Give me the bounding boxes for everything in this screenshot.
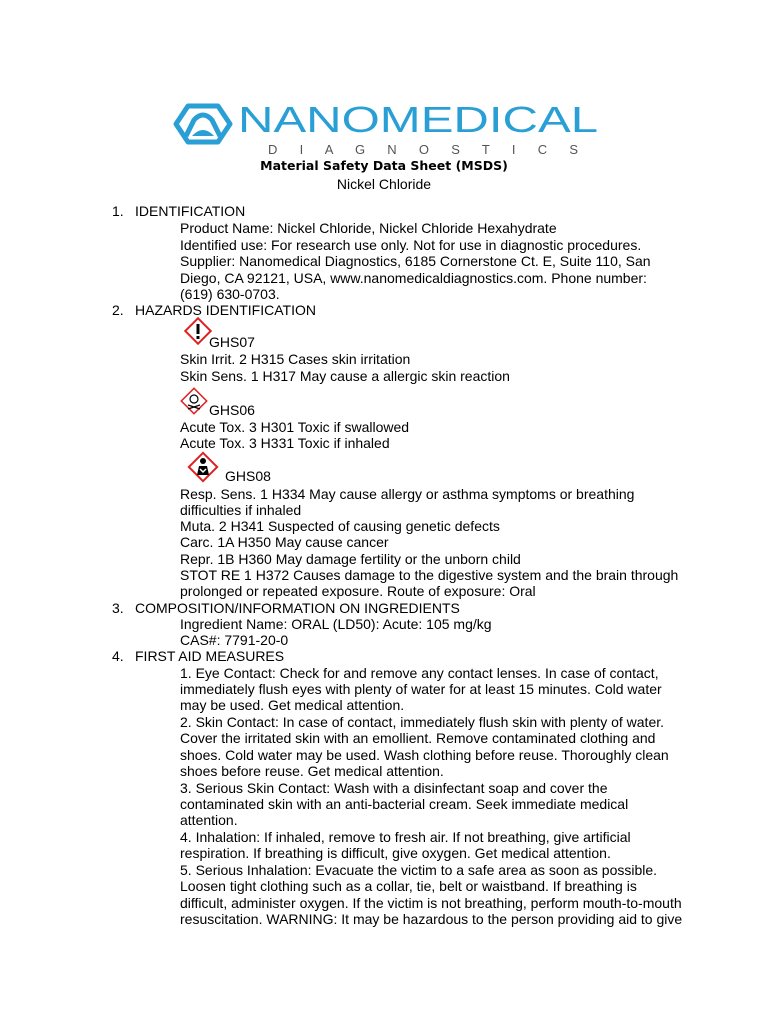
ghs-code: GHS06 [209,402,255,418]
hazard-statement: Resp. Sens. 1 H334 May cause allergy or asthma symptoms or breathing [180,486,635,502]
section-number: 2. [112,302,124,318]
logo-wordmark: NANOMEDICAL [238,99,598,140]
first-aid-line: difficult, administer oxygen. If the victim is not breathing, perform mouth-to-mouth [180,895,682,911]
hazard-statement: Acute Tox. 3 H331 Toxic if inhaled [180,435,390,451]
health-hazard-icon [185,449,221,485]
document-subtitle: Nickel Chloride [336,176,432,192]
skull-crossbones-icon [179,386,209,416]
first-aid-line: shoes before reuse. Get medical attention. [180,763,444,779]
logo-subtitle: D I A G N O S T I C S [268,142,578,157]
first-aid-line: immediately flush eyes with plenty of water for at least 15 minutes. Cold water [180,681,662,697]
section-number: 3. [112,600,124,616]
first-aid-line: 3. Serious Skin Contact: Wash with a disinfectant soap and cover the [180,780,608,796]
composition-line: Ingredient Name: ORAL (LD50): Acute: 105 mg/kg [180,616,492,632]
identification-line: Identified use: For research use only. Not for use in diagnostic procedures. [180,237,642,253]
hazard-statement: Muta. 2 H341 Suspected of causing genetic defects [180,518,500,534]
composition-line: CAS#: 7791-20-0 [180,632,289,648]
first-aid-line: 4. Inhalation: If inhaled, remove to fresh air. If not breathing, give artificial [180,829,631,845]
first-aid-line: 1. Eye Contact: Check for and remove any contact lenses. In case of contact, [180,665,659,681]
hazard-statement: Acute Tox. 3 H301 Toxic if swallowed [180,419,410,435]
section-title: IDENTIFICATION [135,203,246,219]
first-aid-line: respiration. If breathing is difficult, give oxygen. Get medical attention. [180,845,611,861]
first-aid-line: may be used. Get medical attention. [180,697,405,713]
identification-line: Supplier: Nanomedical Diagnostics, 6185 Cornerstone Ct. E, Suite 110, San [180,253,651,269]
ghs-code: GHS08 [225,468,271,484]
hazard-statement: Skin Irrit. 2 H315 Cases skin irritation [180,351,411,367]
section-title: HAZARDS IDENTIFICATION [135,302,316,318]
identification-line: Diego, CA 92121, USA, www.nanomedicaldiagnostics.com. Phone number: [180,270,647,286]
first-aid-line: contaminated skin with an anti-bacterial cream. Seek immediate medical [180,796,629,812]
hazard-statement: difficulties if inhaled [180,502,302,518]
hazard-statement: Carc. 1A H350 May cause cancer [180,534,389,550]
section-title: FIRST AID MEASURES [135,648,285,664]
nanomedical-logo-mark [170,96,600,162]
document-title: Material Safety Data Sheet (MSDS) [260,158,508,173]
first-aid-line: Loosen tight clothing such as a collar, tie, belt or waistband. If breathing is [180,878,637,894]
hazard-statement: Skin Sens. 1 H317 May cause a allergic skin reaction [180,368,510,384]
hazard-statement: STOT RE 1 H372 Causes damage to the digestive system and the brain through [180,567,679,583]
first-aid-line: attention. [180,812,238,828]
first-aid-line: Cover the irritated skin with an emollient. Remove contaminated clothing and [180,730,656,746]
section-number: 4. [112,648,124,664]
hazard-statement: prolonged or repeated exposure. Route of exposure: Oral [180,583,536,599]
section-title: COMPOSITION/INFORMATION ON INGREDIENTS [135,600,460,616]
identification-line: (619) 630-0703. [180,286,280,302]
section-number: 1. [112,203,124,219]
ghs-code: GHS07 [209,334,255,350]
first-aid-line: shoes. Cold water may be used. Wash clothing before reuse. Thoroughly clean [180,747,669,763]
company-logo [170,96,600,162]
hazard-statement: Repr. 1B H360 May damage fertility or the unborn child [180,551,521,567]
first-aid-line: resuscitation. WARNING: It may be hazardous to the person providing aid to give [180,911,683,927]
identification-line: Product Name: Nickel Chloride, Nickel Chloride Hexahydrate [180,220,557,236]
first-aid-line: 2. Skin Contact: In case of contact, immediately flush skin with plenty of water. [180,714,665,730]
first-aid-line: 5. Serious Inhalation: Evacuate the victim to a safe area as soon as possible. [180,862,658,878]
